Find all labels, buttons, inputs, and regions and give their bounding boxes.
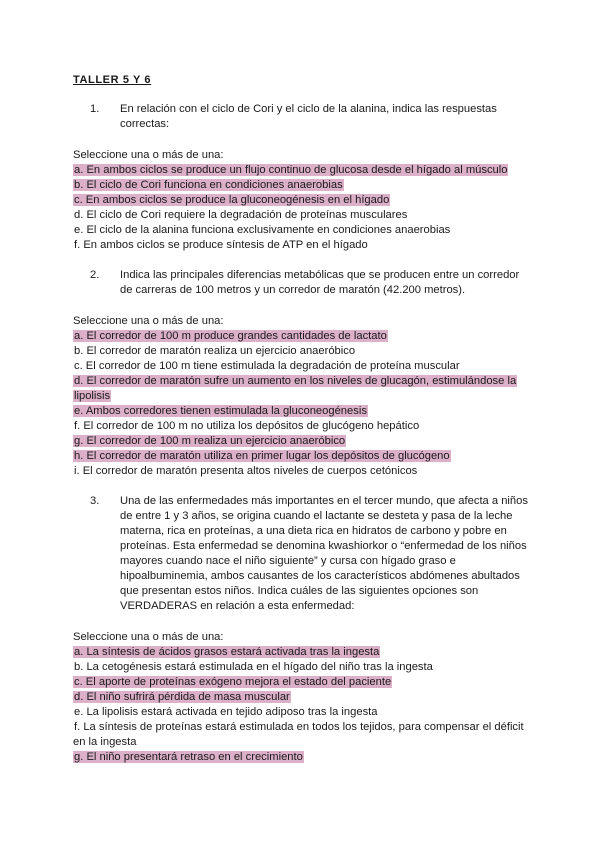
answer-option-text: f. El corredor de 100 m no utiliza los depósitos de glucógeno hepático — [74, 420, 420, 432]
answer-option-text: h. El corredor de maratón utiliza en primer lugar los depósitos de glucógeno — [74, 450, 450, 462]
answer-option-text: b. El corredor de maratón realiza un ejercicio anaeróbico — [74, 345, 356, 357]
answer-option — [73, 223, 535, 238]
question-text: Una de las enfermedades más importantes en el tercer mundo, que afecta a niños de entre 1 y 3 años, se origina cuando el lactante se desteta y pasa de la leche materna, rica en proteínas, a una dieta rica en hidratos de carbono y pobre en proteínas. Esta enfermedad se denomina kwashiorkor o “enfermedad de los niños mayores cuando nace el niño siguiente” y cursa con hígado graso e hipoalbuminemia, ambos causantes de los característicos abdómenes abultados que presentan estos niños. Indica cuáles de las siguientes opciones son VERDADERAS en relación a esta enfermedad: — [120, 495, 528, 612]
answer-option-text: a. En ambos ciclos se produce un flujo continuo de glucosa desde el hígado al músculo — [74, 164, 508, 176]
answer-option — [73, 329, 535, 344]
answer-option — [73, 434, 535, 449]
answer-option-text: b. La cetogénesis estará estimulada en el hígado del niño tras la ingesta — [74, 661, 433, 673]
answer-option — [73, 163, 535, 178]
answer-option — [73, 178, 535, 193]
answer-option-text: f. En ambos ciclos se produce síntesis de ATP en el hígado — [74, 239, 368, 251]
instruction-text: Seleccione una o más de una: — [73, 631, 224, 643]
answer-option-text: c. El aporte de proteínas exógeno mejora el estado del paciente — [74, 676, 392, 688]
answer-option — [73, 374, 535, 404]
answer-option-text: e. La lipolisis estará activada en tejido adiposo tras la ingesta — [74, 706, 378, 718]
answer-option-text: e. El ciclo de la alanina funciona exclusivamente en condiciones anaerobias — [74, 224, 451, 236]
answer-option — [73, 750, 535, 765]
answer-option — [73, 344, 535, 359]
answer-option — [73, 690, 535, 705]
answer-option — [73, 419, 535, 434]
answer-option — [73, 720, 535, 750]
instruction-text: Seleccione una o más de una: — [73, 315, 224, 327]
question-3 — [90, 494, 530, 614]
question-number: 3. — [90, 495, 100, 507]
answer-option-text: c. El corredor de 100 m tiene estimulada la degradación de proteína muscular — [74, 360, 460, 372]
instruction-text: Seleccione una o más de una: — [73, 149, 224, 161]
question-number: 1. — [90, 103, 100, 115]
answer-option — [73, 705, 535, 720]
answer-block-1 — [73, 148, 535, 253]
answer-block-3 — [73, 630, 535, 765]
answer-option-text: g. El corredor de 100 m realiza un ejercicio anaeróbico — [74, 435, 346, 447]
answer-option — [73, 464, 535, 479]
answer-option — [73, 193, 535, 208]
answer-option — [73, 359, 535, 374]
answer-option-text: d. El niño sufrirá pérdida de masa muscular — [74, 691, 290, 703]
options-list — [73, 163, 535, 253]
answer-option — [73, 449, 535, 464]
answer-option — [73, 404, 535, 419]
answer-option-text: i. El corredor de maratón presenta altos niveles de cuerpos cetónicos — [74, 465, 418, 477]
answer-option-text: d. El ciclo de Cori requiere la degradación de proteínas musculares — [74, 209, 408, 221]
answer-option — [73, 238, 535, 253]
question-1 — [90, 102, 530, 132]
answer-option-text: e. Ambos corredores tienen estimulada la gluconeogénesis — [74, 405, 367, 417]
options-list — [73, 645, 535, 765]
question-2 — [90, 268, 530, 298]
question-number: 2. — [90, 269, 100, 281]
answer-option — [73, 208, 535, 223]
answer-option — [73, 660, 535, 675]
answer-option — [73, 675, 535, 690]
question-text: En relación con el ciclo de Cori y el ciclo de la alanina, indica las respuestas correctas: — [120, 103, 497, 130]
answer-option-text: b. El ciclo de Cori funciona en condiciones anaerobias — [74, 179, 343, 191]
answer-option-text: f. La síntesis de proteínas estará estimulada en todos los tejidos, para compensar el déficit en la ingesta — [73, 721, 524, 748]
question-text: Indica las principales diferencias metabólicas que se producen entre un corredor de carreras de 100 metros y un corredor de maratón (42.200 metros). — [120, 269, 520, 296]
answer-block-2 — [73, 314, 535, 479]
page-title: TALLER 5 Y 6 — [73, 74, 152, 86]
options-list — [73, 329, 535, 479]
answer-option-text: g. El niño presentará retraso en el crecimiento — [74, 751, 303, 763]
answer-option-text: a. La síntesis de ácidos grasos estará activada tras la ingesta — [74, 646, 380, 658]
answer-option-text: d. El corredor de maratón sufre un aumento en los niveles de glucagón, estimulándose la lipolisis — [74, 375, 517, 402]
answer-option — [73, 645, 535, 660]
answer-option-text: a. El corredor de 100 m produce grandes cantidades de lactato — [74, 330, 387, 342]
answer-option-text: c. En ambos ciclos se produce la gluconeogénesis en el hígado — [74, 194, 390, 206]
